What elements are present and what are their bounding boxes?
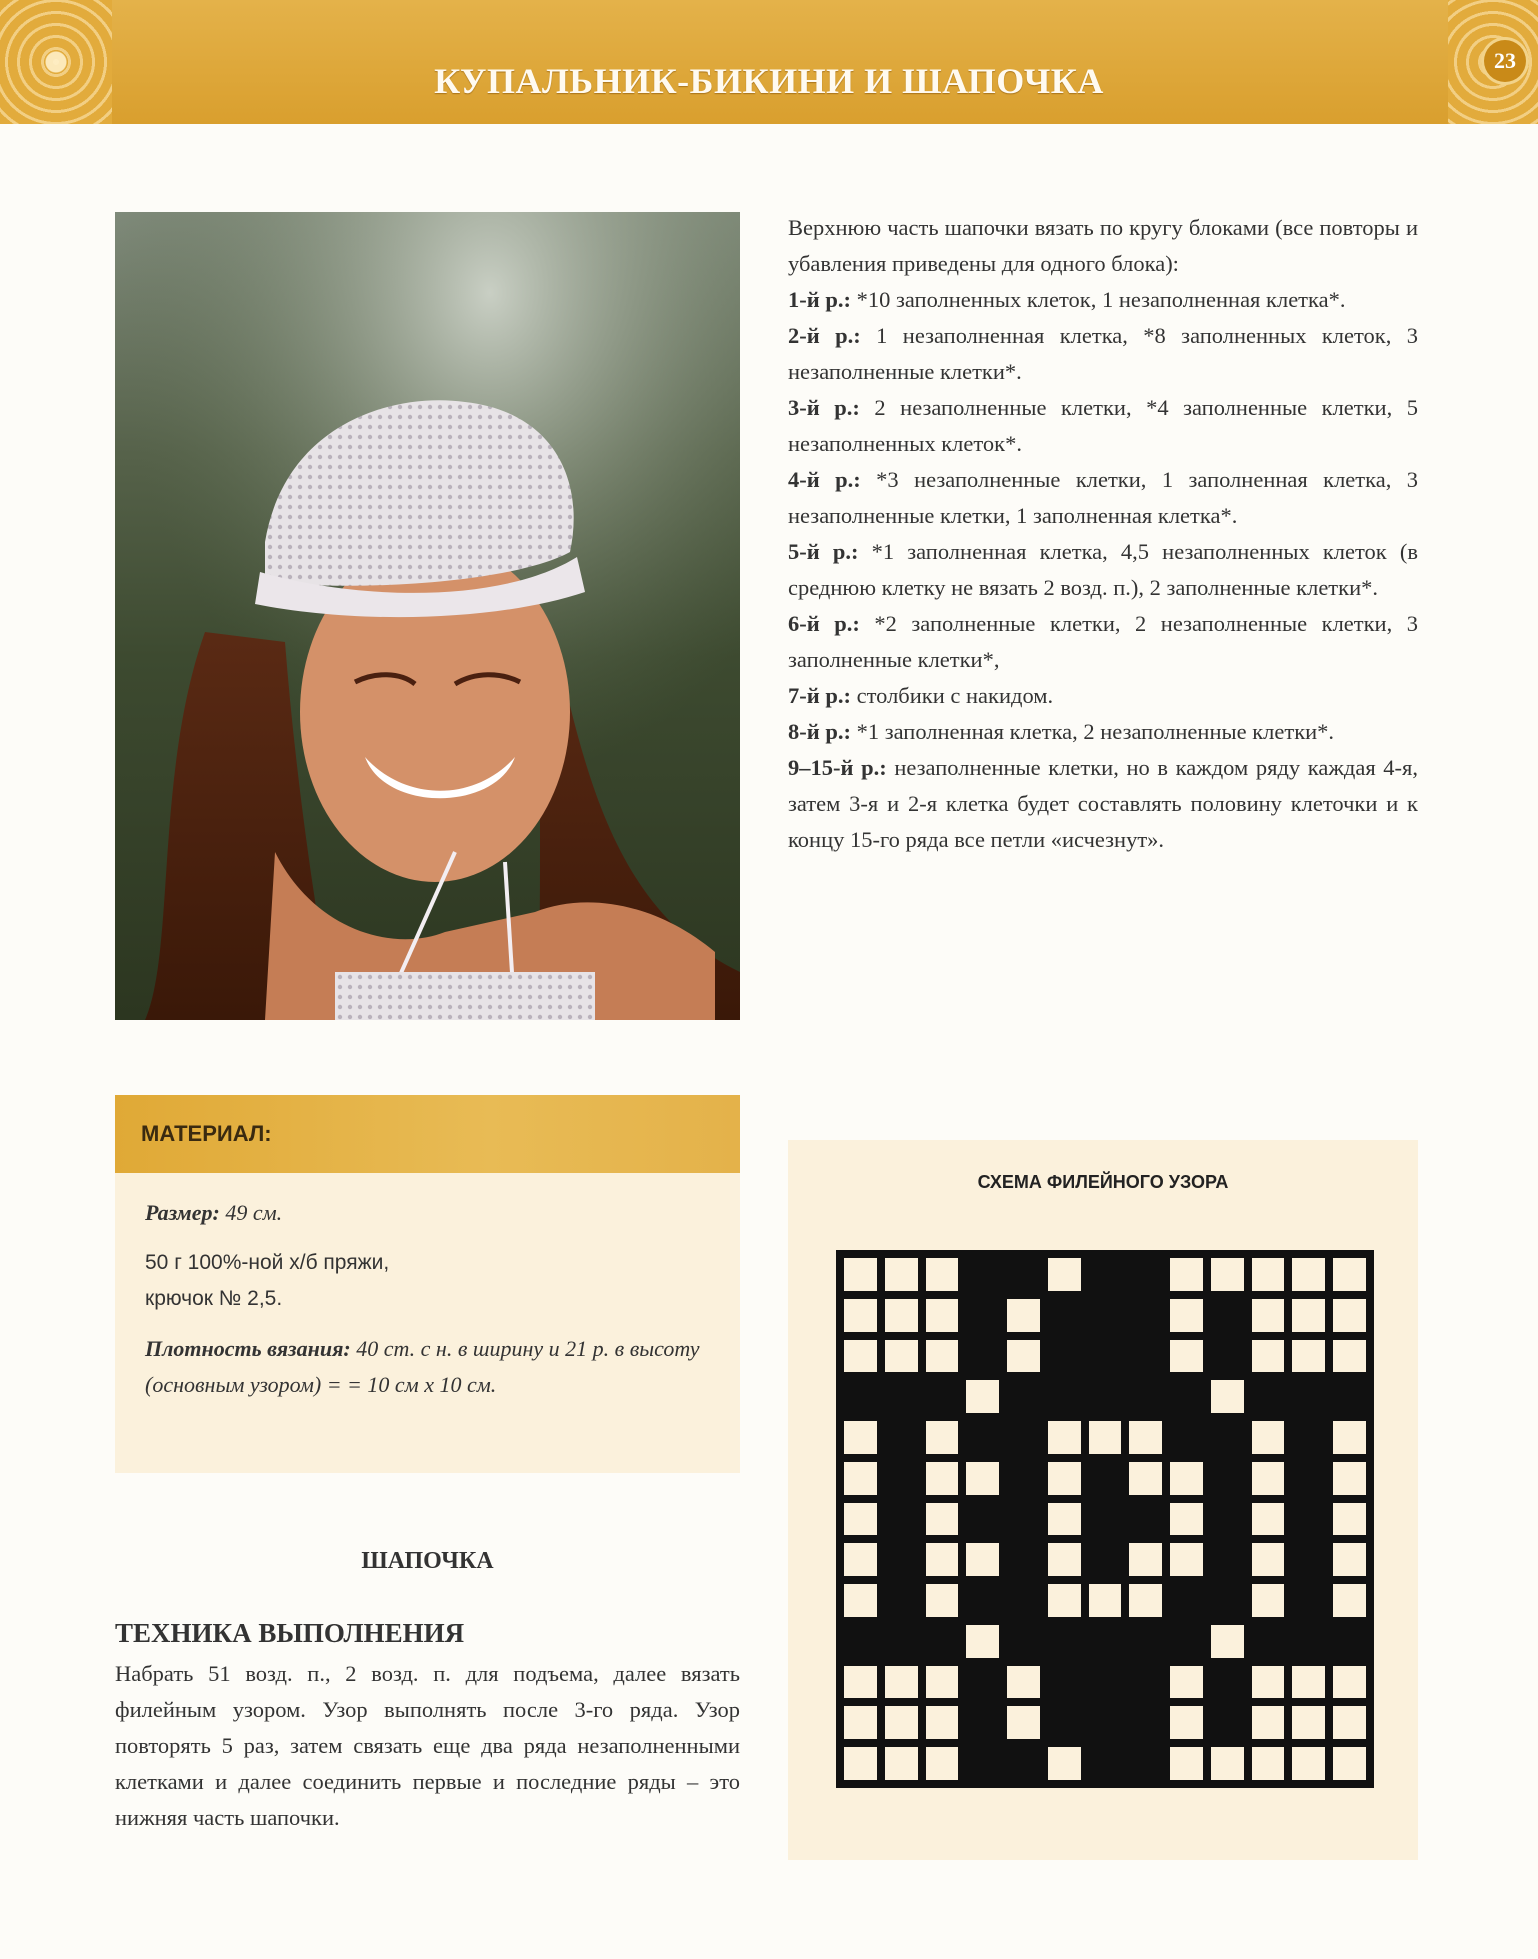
empty-cell [1003,1336,1044,1377]
filled-cell [1125,1702,1166,1743]
empty-cell [1044,1417,1085,1458]
row-text: *1 заполненная клетка, 4,5 незаполненных клеток (в среднюю клетку не вязать 2 возд. п.), 2 заполненные клетки*. [788,539,1418,600]
empty-cell [840,1254,881,1295]
empty-cell [1125,1580,1166,1621]
empty-cell [840,1499,881,1540]
row-instruction [788,534,1418,606]
row-text: *1 заполненная клетка, 2 незаполненные клетки*. [850,719,1335,744]
empty-cell [1288,1702,1329,1743]
row-instruction [788,750,1418,858]
empty-cell [1329,1743,1370,1784]
row-text: *10 заполненных клеток, 1 незаполненная клетка*. [850,287,1346,312]
filled-cell [1003,1254,1044,1295]
empty-cell [1248,1539,1289,1580]
filled-cell [1044,1376,1085,1417]
empty-cell [1248,1458,1289,1499]
row-label: 6-й р.: [788,611,860,636]
row-instruction [788,714,1418,750]
empty-cell [1166,1743,1207,1784]
filled-cell [962,1743,1003,1784]
row-text: 1 незаполненная клетка, *8 заполненных клеток, 3 незаполненные клетки*. [788,323,1418,384]
empty-cell [840,1336,881,1377]
filled-cell [962,1499,1003,1540]
empty-cell [1248,1580,1289,1621]
filled-cell [1125,1621,1166,1662]
filled-cell [1003,1417,1044,1458]
filled-cell [1288,1621,1329,1662]
filled-cell [962,1336,1003,1377]
filled-cell [1125,1376,1166,1417]
empty-cell [840,1662,881,1703]
empty-cell [922,1662,963,1703]
scheme-title: СХЕМА ФИЛЕЙНОГО УЗОРА [977,1172,1229,1192]
filled-cell [1085,1458,1126,1499]
empty-cell [1248,1336,1289,1377]
empty-cell [922,1702,963,1743]
filled-cell [1085,1743,1126,1784]
filled-cell [1085,1254,1126,1295]
empty-cell [1329,1336,1370,1377]
row-instruction [788,282,1418,318]
row-label: 7-й р.: [788,683,851,708]
filled-cell [1207,1336,1248,1377]
filled-cell [1288,1376,1329,1417]
yarn-lines [145,1245,710,1317]
material-body [115,1173,740,1403]
filled-cell [881,1458,922,1499]
material-heading: МАТЕРИАЛ: [115,1095,740,1173]
empty-cell [1166,1458,1207,1499]
filled-cell [1044,1336,1085,1377]
empty-cell [1248,1662,1289,1703]
empty-cell [881,1743,922,1784]
scheme-box [788,1140,1418,1860]
filled-cell [1166,1417,1207,1458]
filled-cell [1288,1580,1329,1621]
filled-cell [1288,1417,1329,1458]
filled-cell [1044,1295,1085,1336]
hook-line: крючок № 2,5. [145,1287,283,1310]
row-text: *3 незаполненные клетки, 1 заполненная клетка, 3 незаполненные клетки, 1 заполненная клетка*. [788,467,1418,528]
filled-cell [1044,1702,1085,1743]
row-text: незаполненные клетки, но в каждом ряду каждая 4-я, затем 3-я и 2-я клетка будет составлять половину клеточки и к концу 15-го ряда все петли «исчезнут». [788,755,1419,852]
empty-cell [1166,1336,1207,1377]
empty-cell [1248,1499,1289,1540]
row-label: 8-й р.: [788,719,851,744]
technique-title: ТЕХНИКА ВЫПОЛНЕНИЯ [115,1618,465,1648]
page-header [0,0,1538,124]
empty-cell [922,1295,963,1336]
filled-cell [1166,1580,1207,1621]
empty-cell [1288,1254,1329,1295]
instructions [788,210,1418,858]
empty-cell [922,1336,963,1377]
material-box [115,1095,740,1473]
filled-cell [962,1702,1003,1743]
page-title: КУПАЛЬНИК-БИКИНИ И ШАПОЧКА [434,61,1104,101]
filled-cell [840,1376,881,1417]
filled-cell [1003,1376,1044,1417]
filled-cell [1085,1662,1126,1703]
filled-cell [962,1662,1003,1703]
filled-cell [881,1417,922,1458]
empty-cell [1044,1539,1085,1580]
empty-cell [1288,1662,1329,1703]
empty-cell [922,1254,963,1295]
row-instruction [788,390,1418,462]
empty-cell [881,1295,922,1336]
empty-cell [1248,1702,1289,1743]
hat-photo [115,212,740,1020]
empty-cell [1125,1417,1166,1458]
empty-cell [881,1336,922,1377]
filled-cell [1125,1743,1166,1784]
empty-cell [922,1539,963,1580]
filled-cell [962,1580,1003,1621]
empty-cell [1207,1621,1248,1662]
filled-cell [1207,1702,1248,1743]
filled-cell [1248,1376,1289,1417]
filled-cell [1044,1662,1085,1703]
empty-cell [1166,1499,1207,1540]
filled-cell [922,1376,963,1417]
empty-cell [922,1743,963,1784]
empty-cell [962,1458,1003,1499]
row-text: 2 незаполненные клетки, *4 заполненные клетки, 5 незаполненных клеток*. [788,395,1418,456]
empty-cell [1044,1254,1085,1295]
filled-cell [1085,1702,1126,1743]
filled-cell [1003,1580,1044,1621]
empty-cell [1044,1580,1085,1621]
filled-cell [840,1621,881,1662]
filled-cell [881,1499,922,1540]
filet-pattern-grid [836,1250,1374,1788]
hat-heading: ШАПОЧКА [361,1548,494,1574]
filled-cell [922,1621,963,1662]
empty-cell [1288,1336,1329,1377]
filled-cell [1085,1539,1126,1580]
empty-cell [840,1743,881,1784]
row-label: 4-й р.: [788,467,861,492]
empty-cell [840,1417,881,1458]
row-instruction [788,606,1418,678]
row-text: столбики с накидом. [850,683,1054,708]
empty-cell [1125,1458,1166,1499]
size-value: 49 см. [219,1200,283,1225]
filled-cell [1125,1662,1166,1703]
empty-cell [1329,1417,1370,1458]
filled-cell [962,1417,1003,1458]
empty-cell [840,1580,881,1621]
empty-cell [1085,1580,1126,1621]
empty-cell [1329,1295,1370,1336]
empty-cell [1248,1295,1289,1336]
filled-cell [1085,1376,1126,1417]
filled-cell [962,1295,1003,1336]
filled-cell [1207,1539,1248,1580]
filled-cell [1044,1621,1085,1662]
empty-cell [1329,1499,1370,1540]
empty-cell [922,1499,963,1540]
empty-cell [840,1702,881,1743]
empty-cell [922,1580,963,1621]
filled-cell [1125,1254,1166,1295]
filled-cell [1003,1458,1044,1499]
empty-cell [1329,1458,1370,1499]
empty-cell [1003,1702,1044,1743]
empty-cell [962,1539,1003,1580]
empty-cell [962,1621,1003,1662]
row-label: 1-й р.: [788,287,851,312]
page-number-badge: 23 [1484,40,1526,82]
filled-cell [1003,1499,1044,1540]
empty-cell [1329,1702,1370,1743]
empty-cell [840,1539,881,1580]
filled-cell [1207,1458,1248,1499]
filled-cell [1166,1621,1207,1662]
empty-cell [922,1417,963,1458]
empty-cell [881,1702,922,1743]
empty-cell [1166,1662,1207,1703]
density-label: Плотность вязания: [145,1336,351,1361]
filled-cell [1288,1539,1329,1580]
filled-cell [1125,1295,1166,1336]
row-label: 2-й р.: [788,323,861,348]
filled-cell [1003,1621,1044,1662]
technique-text: Набрать 51 возд. п., 2 возд. п. для подъема, далее вязать филейным узором. Узор выполнять после 3-го ряда. Узор повторять 5 раз, затем связать еще два ряда незаполненными клетками и далее соединить первые и последние ряды – это нижняя часть шапочки. [115,1661,740,1830]
empty-cell [1044,1458,1085,1499]
empty-cell [1248,1743,1289,1784]
empty-cell [1044,1743,1085,1784]
filled-cell [881,1580,922,1621]
filled-cell [1207,1499,1248,1540]
empty-cell [1003,1295,1044,1336]
empty-cell [1166,1539,1207,1580]
filled-cell [1085,1295,1126,1336]
filled-cell [1003,1743,1044,1784]
empty-cell [1248,1417,1289,1458]
empty-cell [1248,1254,1289,1295]
size-line [145,1195,710,1231]
empty-cell [1207,1254,1248,1295]
empty-cell [1207,1376,1248,1417]
filled-cell [1207,1662,1248,1703]
filled-cell [1207,1295,1248,1336]
empty-cell [1003,1662,1044,1703]
empty-cell [1288,1295,1329,1336]
filled-cell [1085,1621,1126,1662]
row-text: *2 заполненные клетки, 2 незаполненные клетки, 3 заполненные клетки*, [788,611,1418,672]
size-label: Размер: [145,1200,220,1225]
filled-cell [1003,1539,1044,1580]
empty-cell [1125,1539,1166,1580]
empty-cell [881,1662,922,1703]
filled-cell [881,1376,922,1417]
filled-cell [1288,1499,1329,1540]
empty-cell [1288,1743,1329,1784]
instructions-intro: Верхнюю часть шапочки вязать по кругу блоками (все повторы и убавления приведены для одного блока): [788,215,1418,276]
empty-cell [922,1458,963,1499]
empty-cell [1329,1662,1370,1703]
empty-cell [840,1295,881,1336]
filled-cell [1207,1580,1248,1621]
filled-cell [1166,1376,1207,1417]
filled-cell [1125,1336,1166,1377]
empty-cell [1329,1254,1370,1295]
row-instruction [788,318,1418,390]
empty-cell [1329,1580,1370,1621]
empty-cell [881,1254,922,1295]
empty-cell [1166,1295,1207,1336]
empty-cell [840,1458,881,1499]
row-instruction [788,678,1418,714]
filled-cell [881,1539,922,1580]
row-label: 9–15-й р.: [788,755,887,780]
photo-illustration [115,212,740,1020]
filled-cell [1248,1621,1289,1662]
density-line [145,1331,710,1403]
empty-cell [1166,1702,1207,1743]
row-label: 5-й р.: [788,539,859,564]
empty-cell [1207,1743,1248,1784]
row-instruction [788,462,1418,534]
empty-cell [1085,1417,1126,1458]
empty-cell [1044,1499,1085,1540]
empty-cell [1166,1254,1207,1295]
filled-cell [1085,1499,1126,1540]
filled-cell [1288,1458,1329,1499]
filled-cell [1207,1417,1248,1458]
density-value: 40 ст. с н. в ширину и 21 р. в высоту (основным узором) = = 10 см х 10 см. [145,1336,700,1397]
empty-cell [1329,1539,1370,1580]
filled-cell [1125,1499,1166,1540]
filled-cell [962,1254,1003,1295]
yarn-line: 50 г 100%-ной х/б пряжи, [145,1251,390,1274]
empty-cell [962,1376,1003,1417]
filled-cell [1085,1336,1126,1377]
filled-cell [881,1621,922,1662]
row-label: 3-й р.: [788,395,860,420]
filled-cell [1329,1621,1370,1662]
filled-cell [1329,1376,1370,1417]
